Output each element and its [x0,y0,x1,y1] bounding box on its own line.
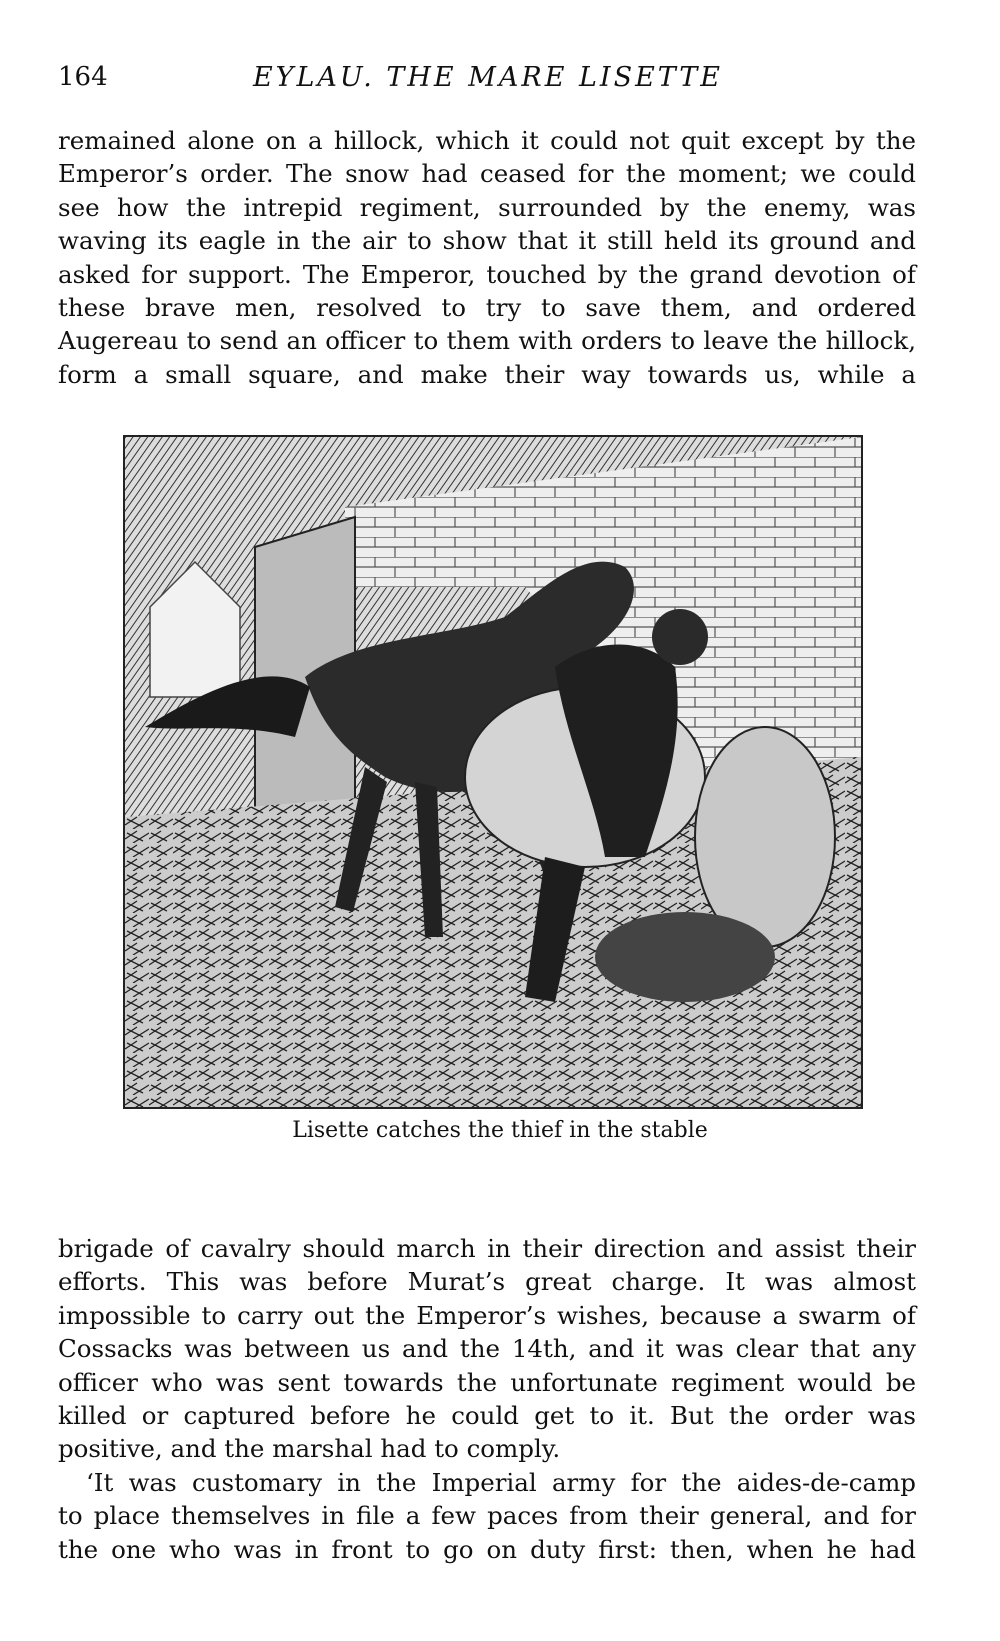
illustration-caption: Lisette catches the thief in the stable [292,1118,708,1143]
text-line: form a small square, and make their way towards us, while a [58,359,916,389]
bottom-text [58,1232,916,1566]
text-line: to place themselves in file a few paces from their general, and for [58,1501,916,1531]
running-head: EYLAU. THE MARE LISETTE [252,62,724,93]
text-line: these brave men, resolved to try to save them, and ordered [58,293,916,323]
text-line: Augereau to send an officer to them with orders to leave the hillock, [58,326,916,356]
page-number: 164 [58,62,108,92]
text-line: Cossacks was between us and the 14th, and it was clear that any [58,1334,916,1364]
text-line: positive, and the marshal had to comply. [58,1434,561,1464]
text-line: efforts. This was before Murat’s great charge. It was almost [58,1267,916,1297]
text-line: ‘It was customary in the Imperial army for the aides-de-camp [86,1467,916,1497]
text-line: the one who was in front to go on duty first: then, when he had [58,1534,916,1564]
engraving-image [125,437,861,1107]
paragraph-2 [58,1466,916,1566]
text-line: see how the intrepid regiment, surrounded by the enemy, was [58,192,916,222]
text-line: waving its eagle in the air to show that it still held its ground and [58,226,916,256]
text-line: asked for support. The Emperor, touched by the grand devotion of [58,259,916,289]
page-header [58,62,918,102]
stable-illustration [123,435,863,1109]
text-line: killed or captured before he could get to it. But the order was [58,1401,916,1431]
text-line: remained alone on a hillock, which it could not quit except by the [58,126,916,155]
text-line: brigade of cavalry should march in their direction and assist their [58,1234,916,1263]
paragraph-1 [58,1232,916,1466]
top-paragraph [58,124,916,391]
text-line: impossible to carry out the Emperor’s wishes, because a swarm of [58,1300,916,1330]
text-line: officer who was sent towards the unfortunate regiment would be [58,1367,916,1397]
text-line: Emperor’s order. The snow had ceased for the moment; we could [58,159,916,189]
